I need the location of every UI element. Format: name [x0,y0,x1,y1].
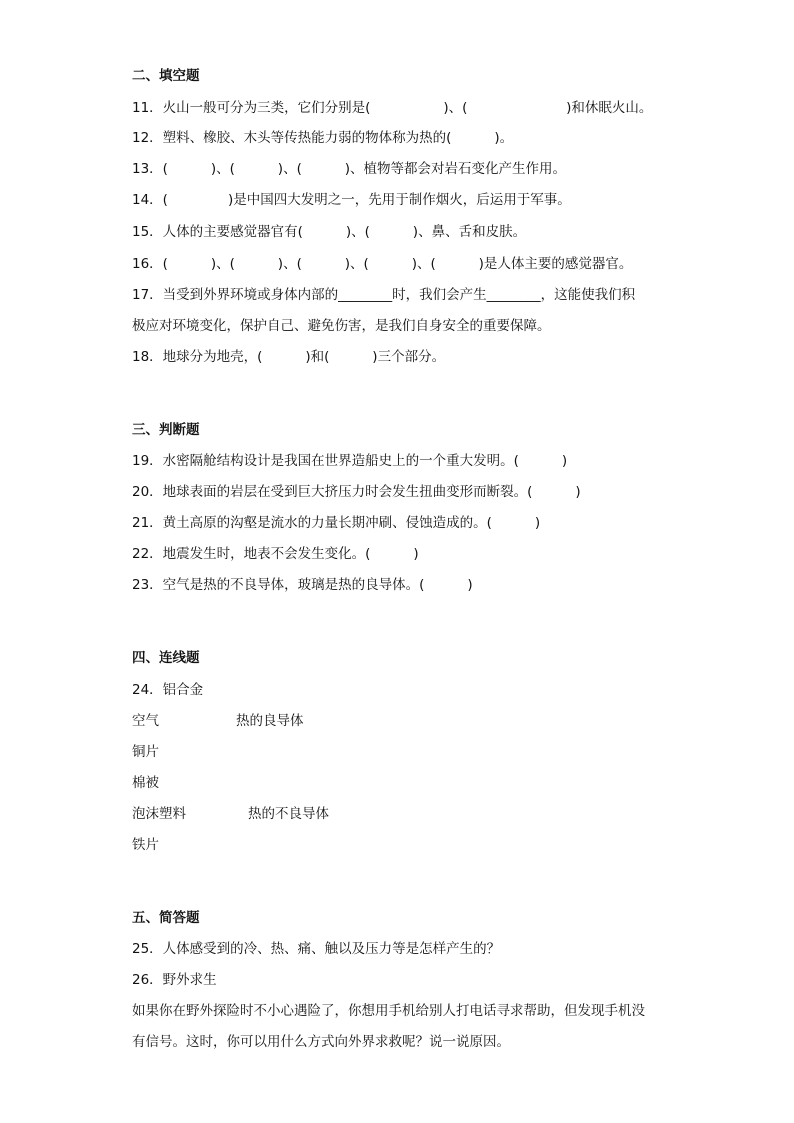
section-heading: 四、连线题 [132,650,200,666]
question-26-text-line-1: 如果你在野外探险时不小心遇险了，你想用手机给别人打电话寻求帮助，但发现手机没 [132,1003,645,1019]
match-left-item: 棉被 [132,775,159,791]
question-14: 14．( )是中国四大发明之一，先用于制作烟火，后运用于军事。 [132,192,571,208]
question-15: 15．人体的主要感觉器官有( )、( )、鼻、舌和皮肤。 [132,224,527,240]
question-26: 26．野外求生 [132,972,217,988]
question-18: 18．地球分为地壳，( )和( )三个部分。 [132,349,446,365]
question-20: 20．地球表面的岩层在受到巨大挤压力时会发生扭曲变形而断裂。( ) [132,484,581,500]
match-left-item: 铁片 [132,837,159,853]
question-23: 23．空气是热的不良导体，玻璃是热的良导体。( ) [132,577,473,593]
question-13: 13．( )、( )、( )、植物等都会对岩石变化产生作用。 [132,161,567,177]
match-left-item: 泡沫塑料 [132,806,186,822]
question-25: 25．人体感受到的冷、热、痛、触以及压力等是怎样产生的？ [132,941,501,957]
question-17-line-2: 极应对环境变化，保护自己、避免伤害，是我们自身安全的重要保障。 [132,318,551,334]
match-left-item: 空气 [132,713,159,729]
question-17-line-1: 17．当受到外界环境或身体内部的________时，我们会产生________，这能使我们积 [132,287,636,303]
question-11: 11．火山一般可分为三类，它们分别是( )、( )和休眠火山。 [132,100,653,116]
match-right-item: 热的良导体 [236,713,304,729]
question-16: 16．( )、( )、( )、( )、( )是人体主要的感觉器官。 [132,256,633,272]
question-19: 19．水密隔舱结构设计是我国在世界造船史上的一个重大发明。( ) [132,453,568,469]
section-heading: 三、判断题 [132,422,200,438]
question-26-text-line-2: 有信号。这时，你可以用什么方式向外界求救呢？说一说原因。 [132,1034,510,1050]
question-22: 22．地震发生时，地表不会发生变化。( ) [132,546,419,562]
question-24: 24．铝合金 [132,682,204,698]
section-heading: 五、简答题 [132,910,200,926]
section-heading: 二、填空题 [132,68,200,84]
question-21: 21．黄土高原的沟壑是流水的力量长期冲刷、侵蚀造成的。( ) [132,515,541,531]
match-left-item: 铜片 [132,744,159,760]
question-12: 12．塑料、橡胶、木头等传热能力弱的物体称为热的( )。 [132,130,514,146]
match-right-item: 热的不良导体 [248,806,329,822]
